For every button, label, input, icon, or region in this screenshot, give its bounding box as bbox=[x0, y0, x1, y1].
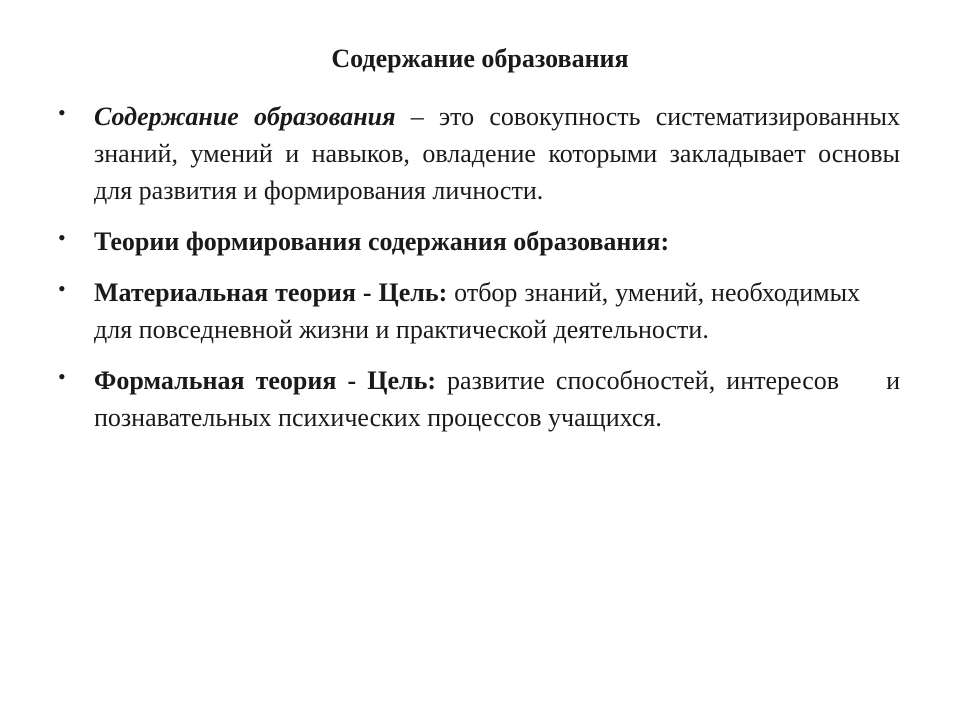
list-item-formal-theory bbox=[58, 362, 900, 436]
material-theory-name: Материальная теория bbox=[94, 278, 356, 307]
material-goal-text-2: необходимых bbox=[711, 278, 861, 307]
definition-term: Содержание образования bbox=[94, 102, 396, 131]
formal-theory-name: Формальная теория bbox=[94, 366, 337, 395]
definition-dash: – bbox=[410, 102, 424, 131]
formal-goal-label: Цель: bbox=[367, 366, 436, 395]
material-goal-label: Цель: bbox=[378, 278, 448, 307]
formal-goal-text-4: познавательных психических процессов учащихся. bbox=[94, 403, 662, 432]
list-item-material-theory bbox=[58, 274, 900, 348]
material-goal-text-1: отбор знаний, умений, bbox=[454, 278, 705, 307]
formal-goal-text-3: и bbox=[886, 366, 900, 395]
bullet-icon: • bbox=[58, 276, 66, 301]
list-item-theories-heading bbox=[58, 223, 900, 260]
formal-goal-text-2: интересов bbox=[726, 366, 840, 395]
formal-theory-dash: - bbox=[347, 366, 357, 395]
definition-text: это совокупность систематизированных знаний, умений и навыков, овладение которыми закладывает основы для развития и формирования личности. bbox=[94, 102, 901, 205]
material-goal-text-3: для повседневной жизни и практической деятельности. bbox=[94, 315, 709, 344]
list-item-definition bbox=[58, 98, 900, 209]
bullet-icon: • bbox=[58, 100, 66, 125]
bullet-list bbox=[58, 98, 900, 450]
formal-goal-text-1: развитие способностей, bbox=[447, 366, 716, 395]
theories-heading: Теории формирования содержания образования: bbox=[94, 227, 670, 256]
slide-title: Содержание образования bbox=[331, 44, 629, 73]
bullet-icon: • bbox=[58, 225, 66, 250]
material-theory-dash: - bbox=[362, 278, 372, 307]
bullet-icon: • bbox=[58, 364, 66, 389]
